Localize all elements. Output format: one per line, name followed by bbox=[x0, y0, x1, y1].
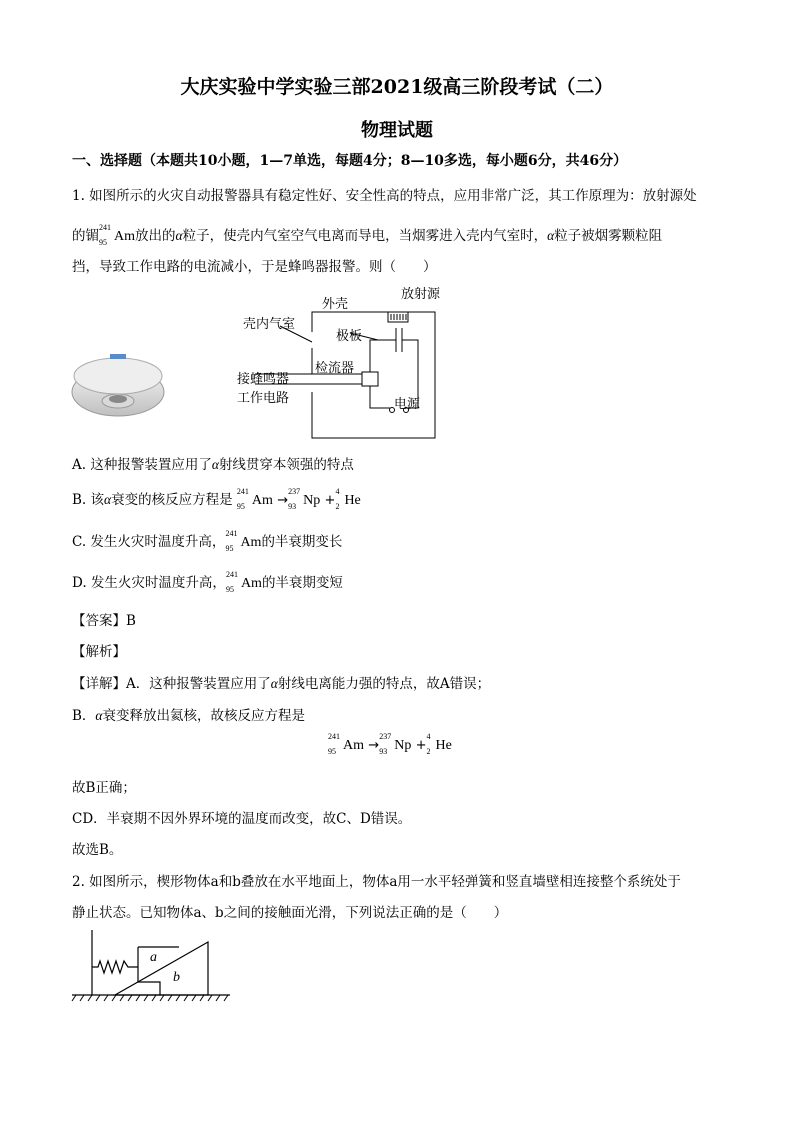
q1-option-c: C. 发生火灾时温度升高， 241 95 Am的半衰期变长 bbox=[72, 529, 343, 553]
am-nuclide: 241 95 Am bbox=[99, 223, 135, 247]
label-chamber: 壳内气室 bbox=[243, 317, 296, 332]
q2-stem-line2: 静止状态。已知物体a、b之间的接触面光滑，下列说法正确的是（ ） bbox=[72, 905, 508, 921]
q1-cd-explain: CD．半衰期不因外界环境的温度而改变，故C、D错误。 bbox=[72, 811, 412, 827]
q1-choose: 故选B。 bbox=[72, 842, 123, 858]
q1-b-explain: B．α衰变释放出氦核，故核反应方程是 bbox=[72, 708, 306, 724]
q1-detail: 【详解】A．这种报警装置应用了α射线电离能力强的特点，故A错误； bbox=[72, 676, 491, 692]
q1-equation: 241 95 Am → 237 93 Np + 4 2 He bbox=[328, 732, 452, 756]
q1-stem-line1: 1. 如图所示的火灾自动报警器具有稳定性好、安全性高的特点，应用非常广泛，其工作原理为：放射源处 bbox=[72, 188, 697, 204]
q1-option-d: D. 发生火灾时温度升高， 241 95 Am的半衰期变短 bbox=[72, 570, 343, 594]
q1-answer: 【答案】B bbox=[72, 613, 136, 629]
label-shell: 外壳 bbox=[322, 297, 349, 312]
q1-option-a: A. 这种报警装置应用了α射线贯穿本领强的特点 bbox=[72, 457, 354, 473]
smoke-detector-image bbox=[70, 352, 166, 422]
q1-b-correct: 故B正确； bbox=[72, 780, 136, 796]
q1-analysis: 【解析】 bbox=[72, 644, 126, 660]
label-source: 放射源 bbox=[401, 287, 441, 302]
q1-stem-line3: 挡，导致工作电路的电流减小，于是蜂鸣器报警。则（ ） bbox=[72, 259, 437, 275]
label-a: a bbox=[150, 950, 157, 965]
label-buzzer2: 工作电路 bbox=[237, 391, 290, 406]
section-heading: 一、选择题（本题共10小题，1—7单选，每题4分；8—10多选，每小题6分，共46分） bbox=[72, 153, 628, 169]
q1-stem-line2: 的镅 241 95 Am放出的α粒子，使壳内气室空气电离而导电，当烟雾进入壳内气室时，α粒子被烟雾颗粒阻 bbox=[72, 223, 663, 247]
circuit-diagram bbox=[230, 280, 450, 445]
page-title: 大庆实验中学实验三部2021级高三阶段考试（二） bbox=[180, 76, 614, 98]
q1-option-b: B. 该α衰变的核反应方程是 241 95 Am → 237 93 Np + 4 2 He bbox=[72, 487, 361, 511]
label-b: b bbox=[173, 970, 180, 985]
label-detector: 检流器 bbox=[315, 361, 355, 376]
q2-stem-line1: 2. 如图所示，楔形物体a和b叠放在水平地面上，物体a用一水平轻弹簧和竖直墙壁相连接整个系统处于 bbox=[72, 874, 681, 890]
page-subtitle: 物理试题 bbox=[361, 120, 433, 141]
label-power: 电源 bbox=[394, 397, 421, 412]
label-buzzer1: 接蜂鸣器 bbox=[237, 372, 290, 387]
label-plate: 极板 bbox=[336, 329, 363, 344]
